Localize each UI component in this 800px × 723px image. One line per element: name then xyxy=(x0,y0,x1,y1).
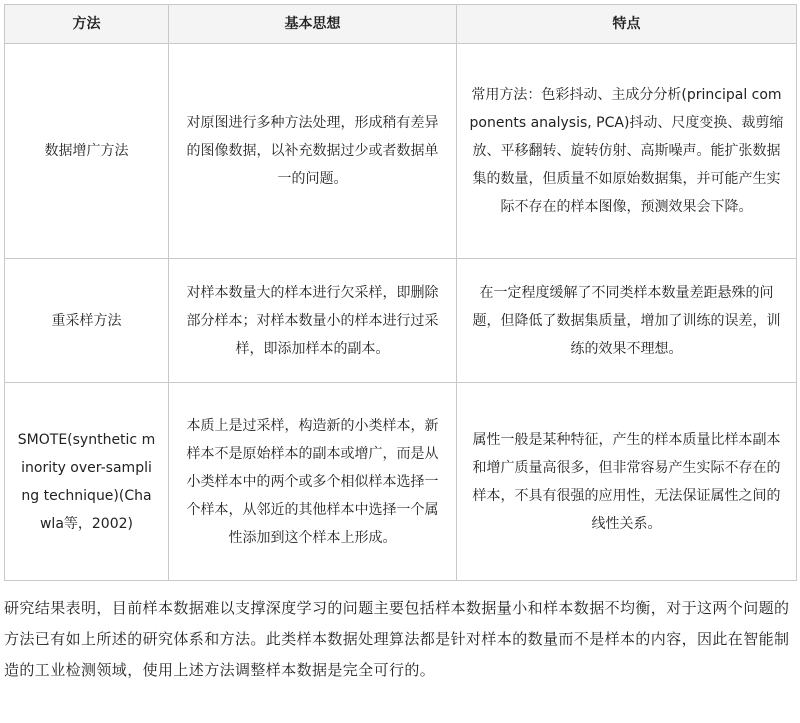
cell-idea: 对原图进行多种方法处理，形成稍有差异的图像数据，以补充数据过少或者数据单一的问题。 xyxy=(169,44,457,259)
cell-method: SMOTE(synthetic minority over-sampling technique)(Chawla等，2002) xyxy=(5,383,169,581)
cell-method: 重采样方法 xyxy=(5,259,169,383)
cell-feature: 属性一般是某种特征，产生的样本质量比样本副本和增广质量高很多，但非常容易产生实际不存在的样本，不具有很强的应用性，无法保证属性之间的线性关系。 xyxy=(457,383,797,581)
cell-method: 数据增广方法 xyxy=(5,44,169,259)
table-row xyxy=(5,259,797,383)
cell-idea: 本质上是过采样，构造新的小类样本，新样本不是原始样本的副本或增广，而是从小类样本中的两个或多个相似样本选择一个样本，从邻近的其他样本中选择一个属性添加到这个样本上形成。 xyxy=(169,383,457,581)
header-idea: 基本思想 xyxy=(169,5,457,44)
comparison-table xyxy=(4,4,797,581)
cell-feature: 在一定程度缓解了不同类样本数量差距悬殊的问题，但降低了数据集质量，增加了训练的误差，训练的效果不理想。 xyxy=(457,259,797,383)
body-paragraph: 研究结果表明，目前样本数据难以支撑深度学习的问题主要包括样本数据量小和样本数据不均衡，对于这两个问题的方法已有如上所述的研究体系和方法。此类样本数据处理算法都是针对样本的数量而不是样本的内容，因此在智能制造的工业检测领域，使用上述方法调整样本数据是完全可行的。 xyxy=(4,599,790,679)
cell-feature: 常用方法：色彩抖动、主成分分析(principal components analysis, PCA)抖动、尺度变换、裁剪缩放、平移翻转、旋转仿射、高斯噪声。能扩张数据集的数量，但质量不如原始数据集，并可能产生实际不存在的样本图像，预测效果会下降。 xyxy=(457,44,797,259)
header-method: 方法 xyxy=(5,5,169,44)
cell-idea: 对样本数量大的样本进行欠采样，即删除部分样本；对样本数量小的样本进行过采样，即添加样本的副本。 xyxy=(169,259,457,383)
header-feature: 特点 xyxy=(457,5,797,44)
table-header-row xyxy=(5,5,797,44)
table-row xyxy=(5,44,797,259)
table-row xyxy=(5,383,797,581)
